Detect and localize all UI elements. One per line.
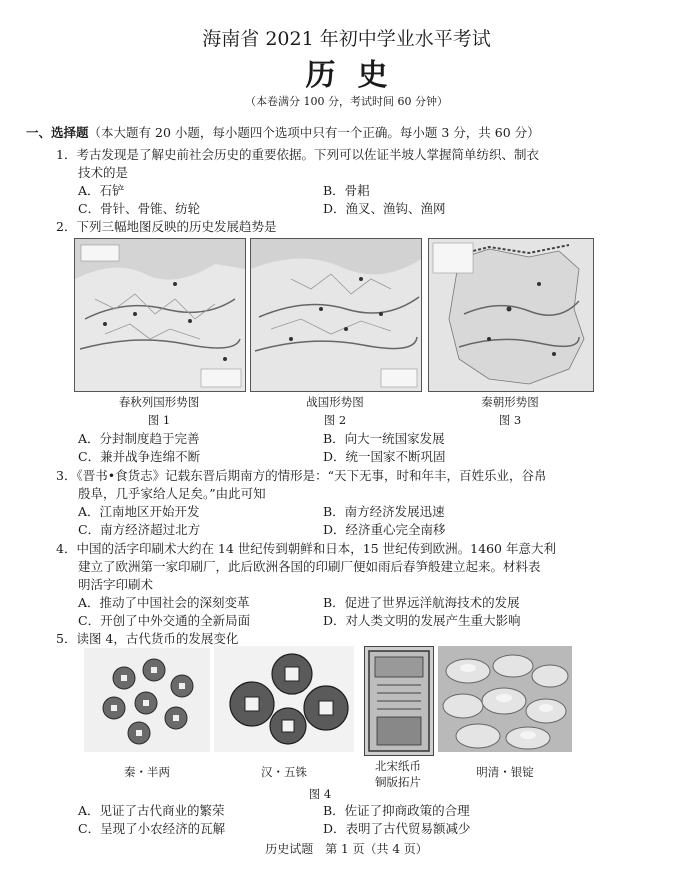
map-qin-dynasty <box>428 238 594 392</box>
coin-caption-ming-qing: 明清・银锭 <box>476 765 534 779</box>
figure-4-label: 图 4 <box>308 787 332 801</box>
q3-stem-line2: 殷阜，几乎家给人足矣。”由此可知 <box>78 486 266 501</box>
q2-option-d: D．统一国家不断巩固 <box>323 449 446 464</box>
q1-option-b: B．骨耜 <box>323 183 370 198</box>
map2-caption: 战国形势图 <box>306 395 364 409</box>
section-label: 一、选择题 <box>26 125 89 140</box>
q3-option-d: D．经济重心完全南移 <box>323 522 446 537</box>
map3-figure-label: 图 3 <box>498 413 522 427</box>
qin-banliang-coins-image <box>84 648 210 752</box>
northern-song-paper-money-image <box>364 646 434 756</box>
q4-option-b: B．促进了世界远洋航海技术的发展 <box>323 595 520 610</box>
exam-note: （本卷满分 100 分，考试时间 60 分钟） <box>245 95 448 108</box>
q4-option-c: C．开创了中外交通的全新局面 <box>78 613 251 628</box>
coin-caption-song-line2: 铜版拓片 <box>375 775 421 789</box>
q3-option-b: B．南方经济发展迅速 <box>323 504 445 519</box>
q5-option-a: A．见证了古代商业的繁荣 <box>78 803 225 818</box>
q4-stem-line1: 4．中国的活字印刷术大约在 14 世纪传到朝鲜和日本，15 世纪传到欧洲。1460 年意大利 <box>56 541 556 556</box>
q1-stem-line2: 技术的是 <box>78 165 129 180</box>
section-header <box>26 124 540 142</box>
exam-title: 海南省 2021 年初中学业水平考试 <box>202 28 491 50</box>
q4-stem-line2: 建立了欧洲第一家印刷厂，此后欧洲各国的印刷厂便如雨后春笋般建立起来。材料表 <box>78 559 541 574</box>
q2-stem: 2．下列三幅地图反映的历史发展趋势是 <box>56 219 277 234</box>
q1-option-c: C．骨针、骨锥、纺轮 <box>78 201 201 216</box>
q3-option-c: C．南方经济超过北方 <box>78 522 201 537</box>
map3-caption: 秦朝形势图 <box>481 395 539 409</box>
map-warring-states <box>250 238 422 392</box>
subject-title: 历史 <box>305 58 410 93</box>
han-wuzhu-coins-image <box>214 646 354 752</box>
q5-option-d: D．表明了古代贸易额减少 <box>323 821 471 836</box>
q5-option-c: C．呈现了小农经济的瓦解 <box>78 821 226 836</box>
map1-figure-label: 图 1 <box>147 413 171 427</box>
map-spring-autumn <box>74 238 246 392</box>
q5-option-b: B．佐证了抑商政策的合理 <box>323 803 470 818</box>
q4-stem-line3: 明活字印刷术 <box>78 577 154 592</box>
map2-figure-label: 图 2 <box>323 413 347 427</box>
q4-option-a: A．推动了中国社会的深刻变革 <box>78 595 250 610</box>
section-instruction: （本大题有 20 小题，每小题四个选项中只有一个正确。每小题 3 分，共 60 分） <box>88 125 540 140</box>
q3-stem-line1: 3．《晋书•食货志》记载东晋后期南方的情形是：“天下无事，时和年丰，百姓乐业，谷帛 <box>56 468 547 483</box>
coin-caption-song-line1: 北宋纸币 <box>375 759 421 773</box>
q5-stem: 5．读图 4，古代货币的发展变化 <box>56 631 239 646</box>
coin-caption-han: 汉・五铢 <box>261 765 307 779</box>
q4-option-d: D．对人类文明的发展产生重大影响 <box>323 613 521 628</box>
q1-option-a: A．石铲 <box>78 183 125 198</box>
coin-caption-qin: 秦・半两 <box>124 765 170 779</box>
q1-option-d: D．渔叉、渔钩、渔网 <box>323 201 446 216</box>
q2-option-b: B．向大一统国家发展 <box>323 431 445 446</box>
q2-option-c: C．兼并战争连绵不断 <box>78 449 201 464</box>
q3-option-a: A．江南地区开始开发 <box>78 504 200 519</box>
q2-option-a: A．分封制度趋于完善 <box>78 431 200 446</box>
ming-qing-silver-ingots-image <box>438 646 572 752</box>
page-footer: 历史试题 第 1 页（共 4 页） <box>265 842 428 856</box>
map1-caption: 春秋列国形势图 <box>118 395 200 409</box>
q1-stem-line1: 1．考古发现是了解史前社会历史的重要依据。下列可以佐证半坡人掌握简单纺织、制衣 <box>56 147 539 162</box>
